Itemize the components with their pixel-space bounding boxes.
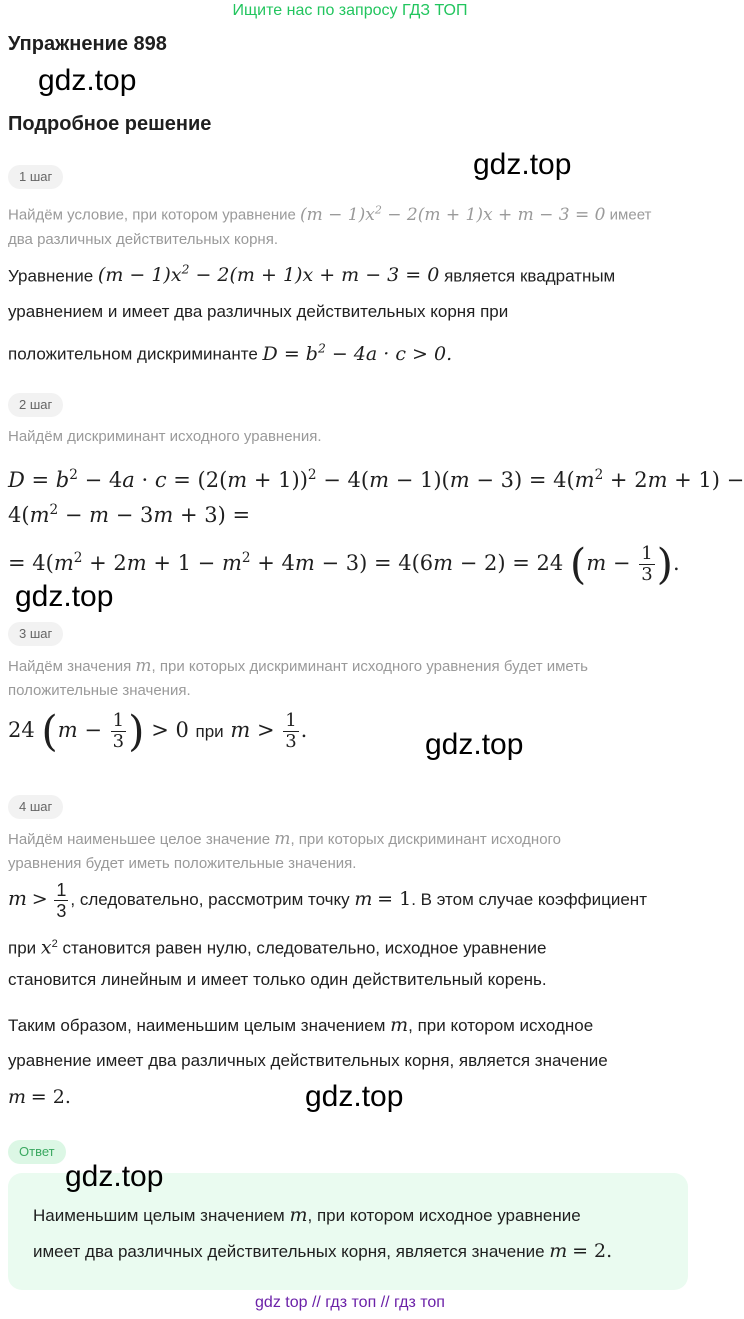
fraction: $\frac{1}{3}$ <box>56 880 67 922</box>
text: имеет два различных действительных корня, является значение <box>33 1242 545 1261</box>
hint-text: Найдём условие, при котором уравнение <box>8 206 296 224</box>
discriminant-formula: $D = b^2 - 4a \cdot c > 0$. <box>262 341 453 365</box>
watermark: gdz.top <box>473 148 572 181</box>
formula-line: $4(m^2 - m - 3m + 3)$ = <box>8 502 251 527</box>
equation-inline: $(m - 1)x^2 - 2(m + 1)x + m - 3 = 0$ <box>300 203 606 225</box>
text: положительном дискриминанте <box>8 344 258 364</box>
formula-line: $D = b^2 - 4a \cdot c = (2(m + 1))^2 - 4(m - 1)(m - 3) = 4(m^2 + 2m + 1)$ − <box>8 467 744 492</box>
answer-badge: Ответ <box>8 1140 66 1164</box>
text: . В этом случае коэффициент <box>411 890 647 909</box>
step-4-badge <box>8 795 63 819</box>
text: Таким образом, наименьшим целым значением <box>8 1016 386 1035</box>
formula-line: = $4(m^2 + 2m + 1 - m^2 + 4m - 3) = 4(6m - 2) = 24$ (m − $\frac{1}{3}$ ). <box>8 539 680 589</box>
solution-heading: Подробное решение <box>8 113 212 135</box>
watermark: gdz.top <box>425 728 524 761</box>
fraction: $\frac{1}{3}$ <box>112 710 125 752</box>
hint-text: два различных действительных корня. <box>8 230 278 248</box>
text-line: уравнением и имеет два различных действительных корня при <box>8 302 509 322</box>
fraction: $\frac{1}{3}$ <box>641 543 653 585</box>
step-4-body-line6: m = 2. <box>8 1086 71 1108</box>
step-badge: 4 шаг <box>8 795 63 819</box>
hint-text: Найдём наименьшее целое значение <box>8 831 271 848</box>
footer-links[interactable]: gdz top // гдз топ // гдз топ <box>255 1294 445 1311</box>
hint-text: , при которых дискриминант исходного <box>290 831 562 848</box>
text: , при котором исходное <box>408 1016 594 1035</box>
text: Уравнение <box>8 266 94 286</box>
watermark: gdz.top <box>305 1080 404 1113</box>
step-1-hint <box>8 198 692 252</box>
answer-line1: Наименьшим целым значением m, при котором исходное уравнение <box>33 1204 581 1226</box>
text-line <box>8 330 698 372</box>
watermark: gdz.top <box>65 1160 164 1193</box>
step-3-hint <box>8 654 692 703</box>
step-4-body-line2: при $x^2$ становится равен нулю, следовательно, исходное уравнение <box>8 936 547 959</box>
step-2-badge <box>8 393 63 417</box>
fraction: $\frac{1}{3}$ <box>285 710 297 752</box>
step-4-body-line4: Таким образом, наименьшим целым значением m, при котором исходное <box>8 1014 594 1036</box>
hint-text: уравнения будет иметь положительные значения. <box>8 855 357 872</box>
step-badge: 1 шаг <box>8 165 63 189</box>
text: , при котором исходное уравнение <box>307 1206 581 1225</box>
text: Наименьшим целым значением <box>33 1206 285 1225</box>
text: при <box>195 722 224 741</box>
equation-inline: $(m - 1)x^2 - 2(m + 1)x + m - 3 = 0$ <box>97 263 440 287</box>
hint-text: Найдём значения <box>8 658 132 675</box>
answer-badge-wrap <box>8 1140 66 1164</box>
step-4-hint <box>8 827 692 876</box>
step-3-badge <box>8 622 63 646</box>
hint-text: имеет <box>609 206 652 224</box>
inequality-line: 24 (m − $\frac{1}{3}$ ) > 0 при m > $\frac{1}{3}$ . <box>8 706 308 756</box>
text: , следовательно, рассмотрим точку <box>70 890 350 909</box>
text: является квадратным <box>444 266 616 286</box>
variable: m <box>274 829 291 849</box>
step-4-body-line3: становится линейным и имеет только один действительный корень. <box>8 970 547 989</box>
text-line <box>8 252 698 294</box>
text: становится равен нулю, следовательно, исходное уравнение <box>62 938 547 958</box>
top-banner: Ищите нас по запросу ГДЗ ТОП <box>232 2 468 19</box>
step-badge: 3 шаг <box>8 622 63 646</box>
watermark: gdz.top <box>38 64 137 97</box>
step-2-hint: Найдём дискриминант исходного уравнения. <box>8 428 322 445</box>
variable: m <box>135 656 152 676</box>
text: при <box>8 938 37 958</box>
step-1-body <box>8 252 698 373</box>
exercise-title: Упражнение 898 <box>8 33 167 55</box>
step-badge: 2 шаг <box>8 393 63 417</box>
step-4-body-line5: уравнение имеет два различных действительных корня, является значение <box>8 1051 608 1070</box>
watermark: gdz.top <box>15 580 114 613</box>
hint-text: положительные значения. <box>8 682 191 699</box>
step-4-body-line1: m > $\frac{1}{3}$ , следовательно, рассмотрим точку m = 1. В этом случае коэффициент <box>8 880 647 922</box>
answer-line2: имеет два различных действительных корня, является значение m = 2. <box>33 1240 613 1262</box>
step-1-badge <box>8 165 63 189</box>
hint-text: , при которых дискриминант исходного уравнения будет иметь <box>151 658 588 675</box>
